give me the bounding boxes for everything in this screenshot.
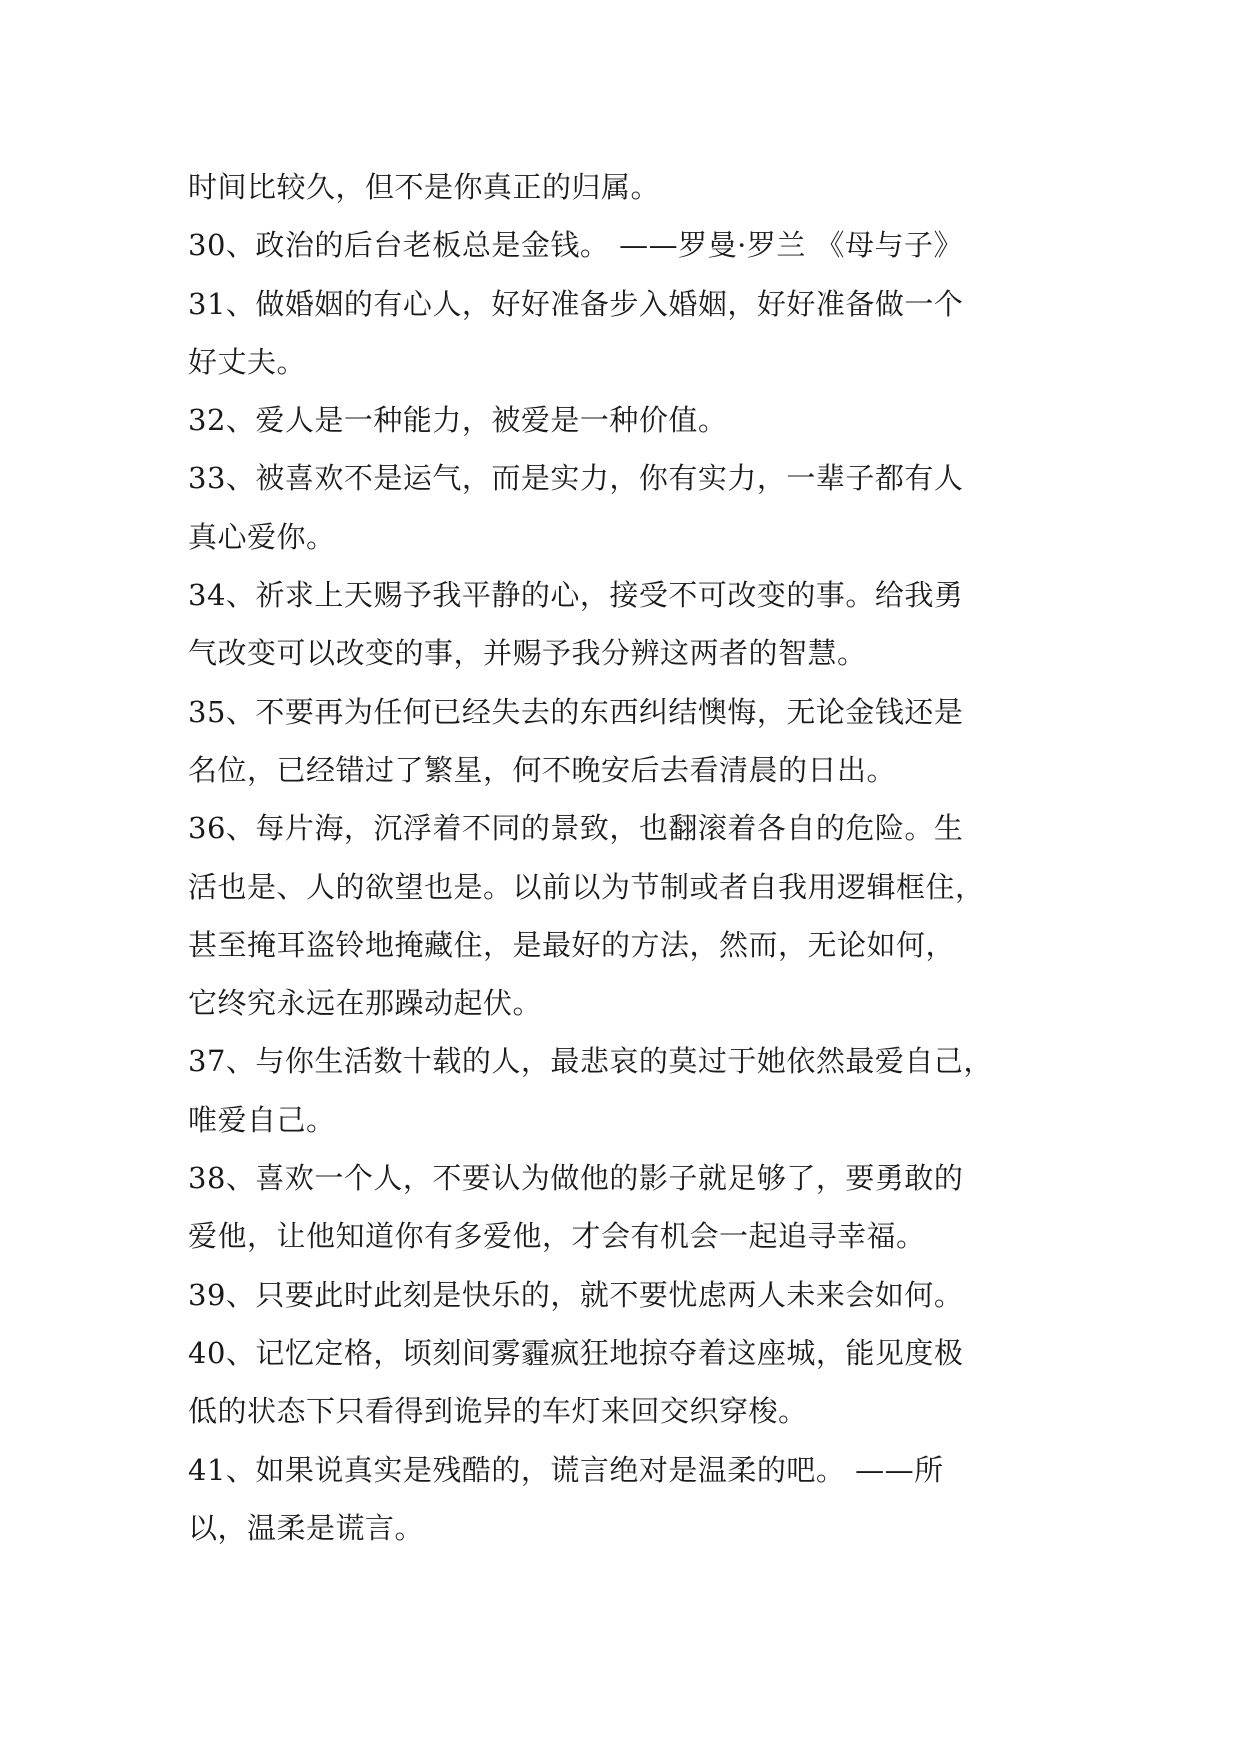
text-line: 39、只要此时此刻是快乐的，就不要忧虑两人未来会如何。: [188, 1277, 964, 1312]
text-line: 34、祈求上天赐予我平静的心，接受不可改变的事。给我勇: [188, 578, 964, 613]
text-line: 36、每片海，沉浮着不同的景致，也翻滚着各自的危险。生: [188, 811, 964, 846]
text-line: 活也是、人的欲望也是。以前以为节制或者自我用逻辑框住，: [188, 869, 985, 904]
text-line: 名位，已经错过了繁星，何不晚安后去看清晨的日出。: [188, 752, 897, 787]
text-line: 好丈夫。: [188, 344, 307, 379]
text-line: 38、喜欢一个人，不要认为做他的影子就足够了，要勇敢的: [188, 1161, 964, 1196]
text-line: 37、与你生活数十载的人，最悲哀的莫过于她依然最爱自己，: [188, 1044, 993, 1079]
text-line: 31、做婚姻的有心人，好好准备步入婚姻，好好准备做一个: [188, 286, 964, 321]
text-line: 35、不要再为任何已经失去的东西纠结懊悔，无论金钱还是: [188, 694, 964, 729]
text-line: 32、爱人是一种能力，被爱是一种价值。: [188, 403, 728, 438]
text-line: 时间比较久，但不是你真正的归属。: [188, 170, 661, 204]
text-line: 唯爱自己。: [188, 1102, 336, 1137]
text-line: 甚至掩耳盗铃地掩藏住，是最好的方法，然而，无论如何，: [188, 927, 956, 962]
text-line: 41、如果说真实是残酷的，谎言绝对是温柔的吧。 ——所: [188, 1452, 944, 1487]
text-line: 30、政治的后台老板总是金钱。 ——罗曼·罗兰 《母与子》: [188, 228, 964, 263]
text-line: 33、被喜欢不是运气，而是实力，你有实力，一辈子都有人: [188, 461, 964, 496]
quote-text-block: [188, 158, 1068, 1557]
text-line: 它终究永远在那躁动起伏。: [188, 986, 543, 1021]
text-line: 40、记忆定格，顷刻间雾霾疯狂地掠夺着这座城，能见度极: [188, 1335, 964, 1370]
text-line: 以，温柔是谎言。: [188, 1510, 425, 1545]
text-line: 气改变可以改变的事，并赐予我分辨这两者的智慧。: [188, 636, 867, 671]
text-line: 真心爱你。: [188, 519, 336, 554]
text-line: 爱他，让他知道你有多爱他，才会有机会一起追寻幸福。: [188, 1219, 926, 1254]
text-line: 低的状态下只看得到诡异的车灯来回交织穿梭。: [188, 1394, 808, 1429]
